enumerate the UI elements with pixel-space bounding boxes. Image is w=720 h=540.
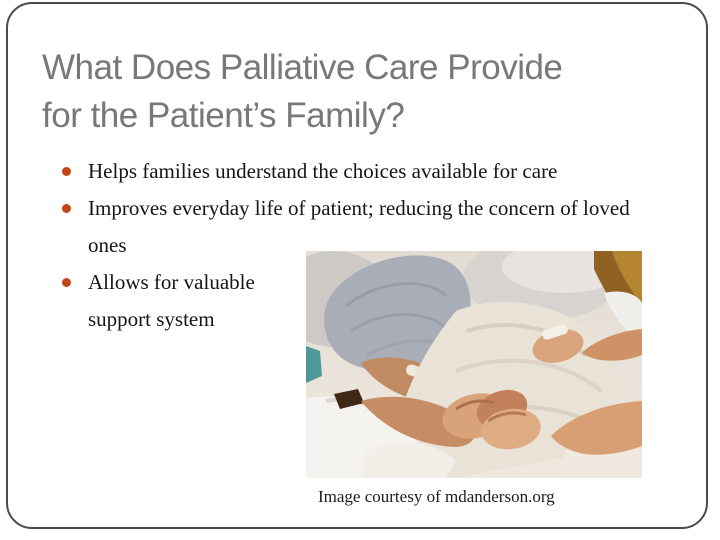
bullet-dot-icon: [62, 278, 71, 287]
photo-illustration: [306, 251, 642, 478]
bullet-text: Allows for valuable support system: [88, 270, 255, 331]
bullet-dot-icon: [62, 204, 71, 213]
image-caption: Image courtesy of mdanderson.org: [318, 487, 555, 506]
slide-title-line1: What Does Palliative Care Provide: [42, 48, 563, 87]
bullet-dot-icon: [62, 167, 71, 176]
slide-title: [42, 44, 672, 140]
slide-title-line2: for the Patient’s Family?: [42, 96, 405, 135]
bullet-text: Improves everyday life of patient; reducing the concern of loved ones: [88, 196, 630, 257]
bullet-text: Helps families understand the choices available for care: [88, 159, 558, 183]
hospital-bed-family-holding-hands-photo: [306, 251, 642, 478]
list-item: [62, 153, 667, 190]
